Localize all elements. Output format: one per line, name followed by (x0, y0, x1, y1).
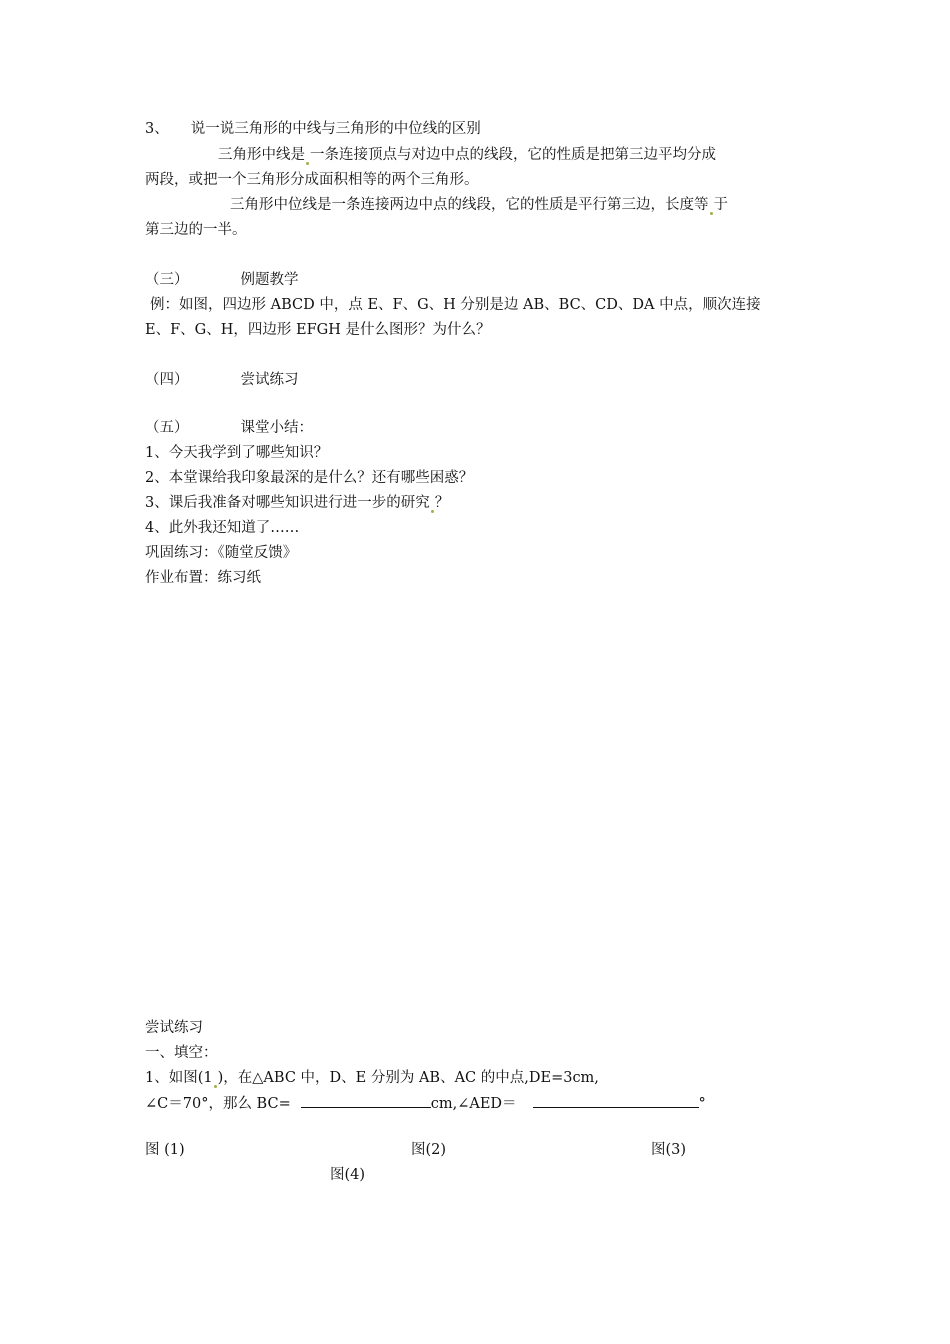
example-text-line2: E、F、G、H，四边形 EFGH 是什么图形？为什么？ (145, 322, 491, 338)
midline-text-a: 三角形中位线是一条连接两边中点的线段，它的性质是平行第三边，长度等 (230, 197, 709, 213)
annotation-dot (431, 510, 434, 513)
figure-label-2: 图(2) (411, 1142, 447, 1158)
median-definition-line2: 两段，或把一个三角形分成面积相等的两个三角形。 (145, 172, 479, 188)
practice-section-number: （四） (145, 372, 189, 388)
annotation-dot (710, 212, 713, 215)
practice-section-heading (145, 370, 299, 390)
midline-definition-line2: 第三边的一半。 (145, 222, 247, 238)
annotation-dot (214, 1085, 217, 1088)
summary-heading (145, 418, 313, 438)
summary-item: 1、今天我学到了哪些知识？ (145, 445, 329, 461)
question1-text-a: 1、如图(1 (145, 1070, 213, 1086)
degree-symbol: ° (698, 1096, 706, 1112)
figure-label-3: 图(3) (651, 1142, 687, 1158)
question1-line1 (145, 1068, 599, 1088)
answer-blank-aed[interactable] (533, 1093, 699, 1108)
summary-item: 2、本堂课给我印象最深的是什么？还有哪些困惑？ (145, 470, 474, 486)
section3-heading (145, 119, 481, 139)
fill-in-heading: 一、填空： (145, 1045, 218, 1061)
homework-line: 作业布置：练习纸 (145, 570, 261, 586)
figure-label-1: 图 (1) (145, 1142, 185, 1158)
median-text-b: 一条连接顶点与对边中点的线段，它的性质是把第三边平均分成 (310, 147, 716, 163)
consolidate-line: 巩固练习：《随堂反馈》 (145, 545, 298, 561)
answer-blank-bc[interactable] (301, 1093, 431, 1108)
summary-title: 课堂小结： (240, 420, 313, 436)
section3-heading-text: 说一说三角形的中线与三角形的中位线的区别 (190, 121, 481, 137)
summary-number: （五） (145, 420, 189, 436)
summary-item-text: 3、课后我准备对哪些知识进行进一步的研究 (145, 495, 430, 511)
question1-text-d: cm,∠AED＝ (430, 1096, 517, 1112)
question1-text-b: )，在△ABC 中，D、E 分别为 AB、AC 的中点,DE=3cm, (217, 1070, 599, 1086)
summary-item (145, 493, 449, 513)
example-title: 例题教学 (240, 272, 299, 288)
example-number: （三） (145, 272, 189, 288)
practice-title: 尝试练习 (145, 1020, 203, 1036)
median-definition-line1 (218, 145, 716, 165)
midline-text-b: 于 (713, 197, 728, 213)
question1-line2 (145, 1093, 706, 1114)
example-text-line1: 例：如图，四边形 ABCD 中，点 E、F、G、H 分别是边 AB、BC、CD、DA 中点，顺次连接 (150, 297, 761, 313)
summary-item-tail: ？ (434, 495, 450, 511)
median-text-a: 三角形中线是 (218, 147, 305, 163)
example-heading (145, 270, 299, 290)
annotation-dot (306, 162, 309, 165)
question1-text-c: ∠C＝70°，那么 BC= (145, 1096, 291, 1112)
figure-label-4: 图(4) (330, 1167, 366, 1183)
midline-definition-line1 (230, 195, 728, 215)
practice-section-title: 尝试练习 (240, 372, 299, 388)
summary-item: 4、此外我还知道了…… (145, 520, 300, 536)
section3-heading-number: 3、 (145, 121, 169, 137)
